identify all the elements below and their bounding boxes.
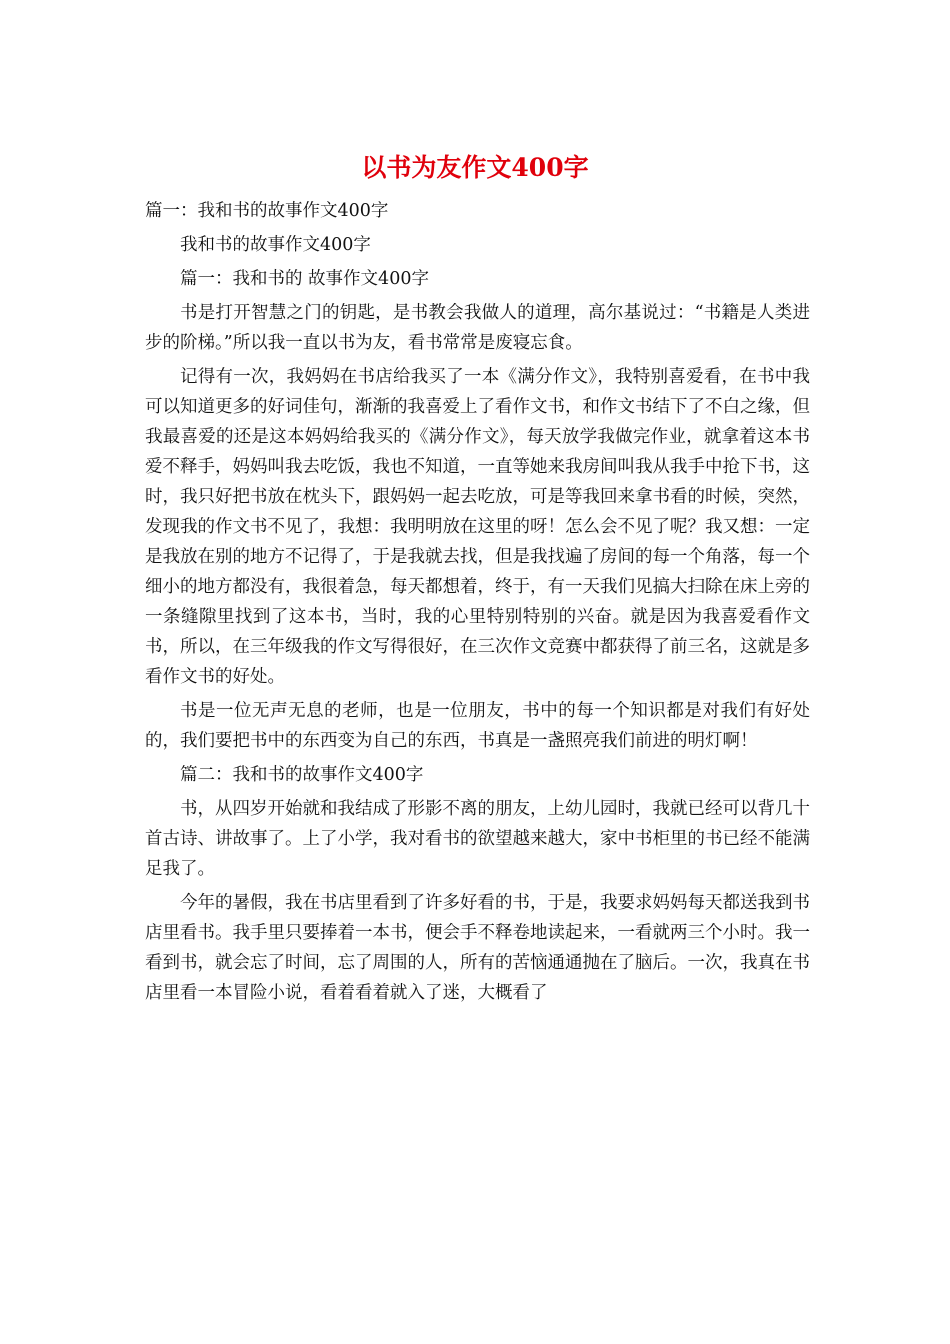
section-subheading: 篇一：我和书的 故事作文400字: [180, 269, 429, 289]
document-body: [145, 196, 810, 1012]
section-heading: 篇一：我和书的故事作文400字: [145, 201, 389, 221]
section-subheading: 我和书的故事作文400字: [180, 235, 371, 255]
paragraph: 书是一位无声无息的老师，也是一位朋友，书中的每一个知识都是对我们有好处的，我们要把书中的东西变为自己的东西，书真是一盏照亮我们前进的明灯啊！: [145, 701, 810, 751]
section-heading: 篇二：我和书的故事作文400字: [180, 765, 424, 785]
paragraph: 今年的暑假，我在书店里看到了许多好看的书，于是，我要求妈妈每天都送我到书店里看书。我手里只要捧着一本书，便会手不释卷地读起来，一看就两三个小时。我一看到书，就会忘了时间，忘了周围的人，所有的苦恼通通抛在了脑后。一次，我真在书店里看一本冒险小说，看着看着就入了迷，大概看了: [145, 893, 810, 1003]
document-title: 以书为友作文400字: [361, 153, 589, 182]
paragraph: 书，从四岁开始就和我结成了形影不离的朋友，上幼儿园时，我就已经可以背几十首古诗、讲故事了。上了小学，我对看书的欲望越来越大，家中书柜里的书已经不能满足我了。: [145, 799, 810, 879]
paragraph: 记得有一次，我妈妈在书店给我买了一本《满分作文》，我特别喜爱看，在书中我可以知道更多的好词佳句，渐渐的我喜爱上了看作文书，和作文书结下了不白之缘，但我最喜爱的还是这本妈妈给我买的《满分作文》，每天放学我做完作业，就拿着这本书爱不释手，妈妈叫我去吃饭，我也不知道，一直等她来我房间叫我从我手中抢下书，这时，我只好把书放在枕头下，跟妈妈一起去吃放，可是等我回来拿书看的时候，突然，发现我的作文书不见了，我想：我明明放在这里的呀！怎么会不见了呢？我又想：一定是我放在别的地方不记得了，于是我就去找，但是我找遍了房间的每一个角落，每一个细小的地方都没有，我很着急，每天都想着，终于，有一天我们见搞大扫除在床上旁的一条缝隙里找到了这本书，当时，我的心里特别特别的兴奋。就是因为我喜爱看作文书，所以，在三年级我的作文写得很好，在三次作文竞赛中都获得了前三名，这就是多看作文书的好处。: [145, 367, 810, 687]
paragraph: 书是打开智慧之门的钥匙，是书教会我做人的道理，高尔基说过：“书籍是人类进步的阶梯。”所以我一直以书为友，看书常常是废寝忘食。: [145, 303, 810, 353]
